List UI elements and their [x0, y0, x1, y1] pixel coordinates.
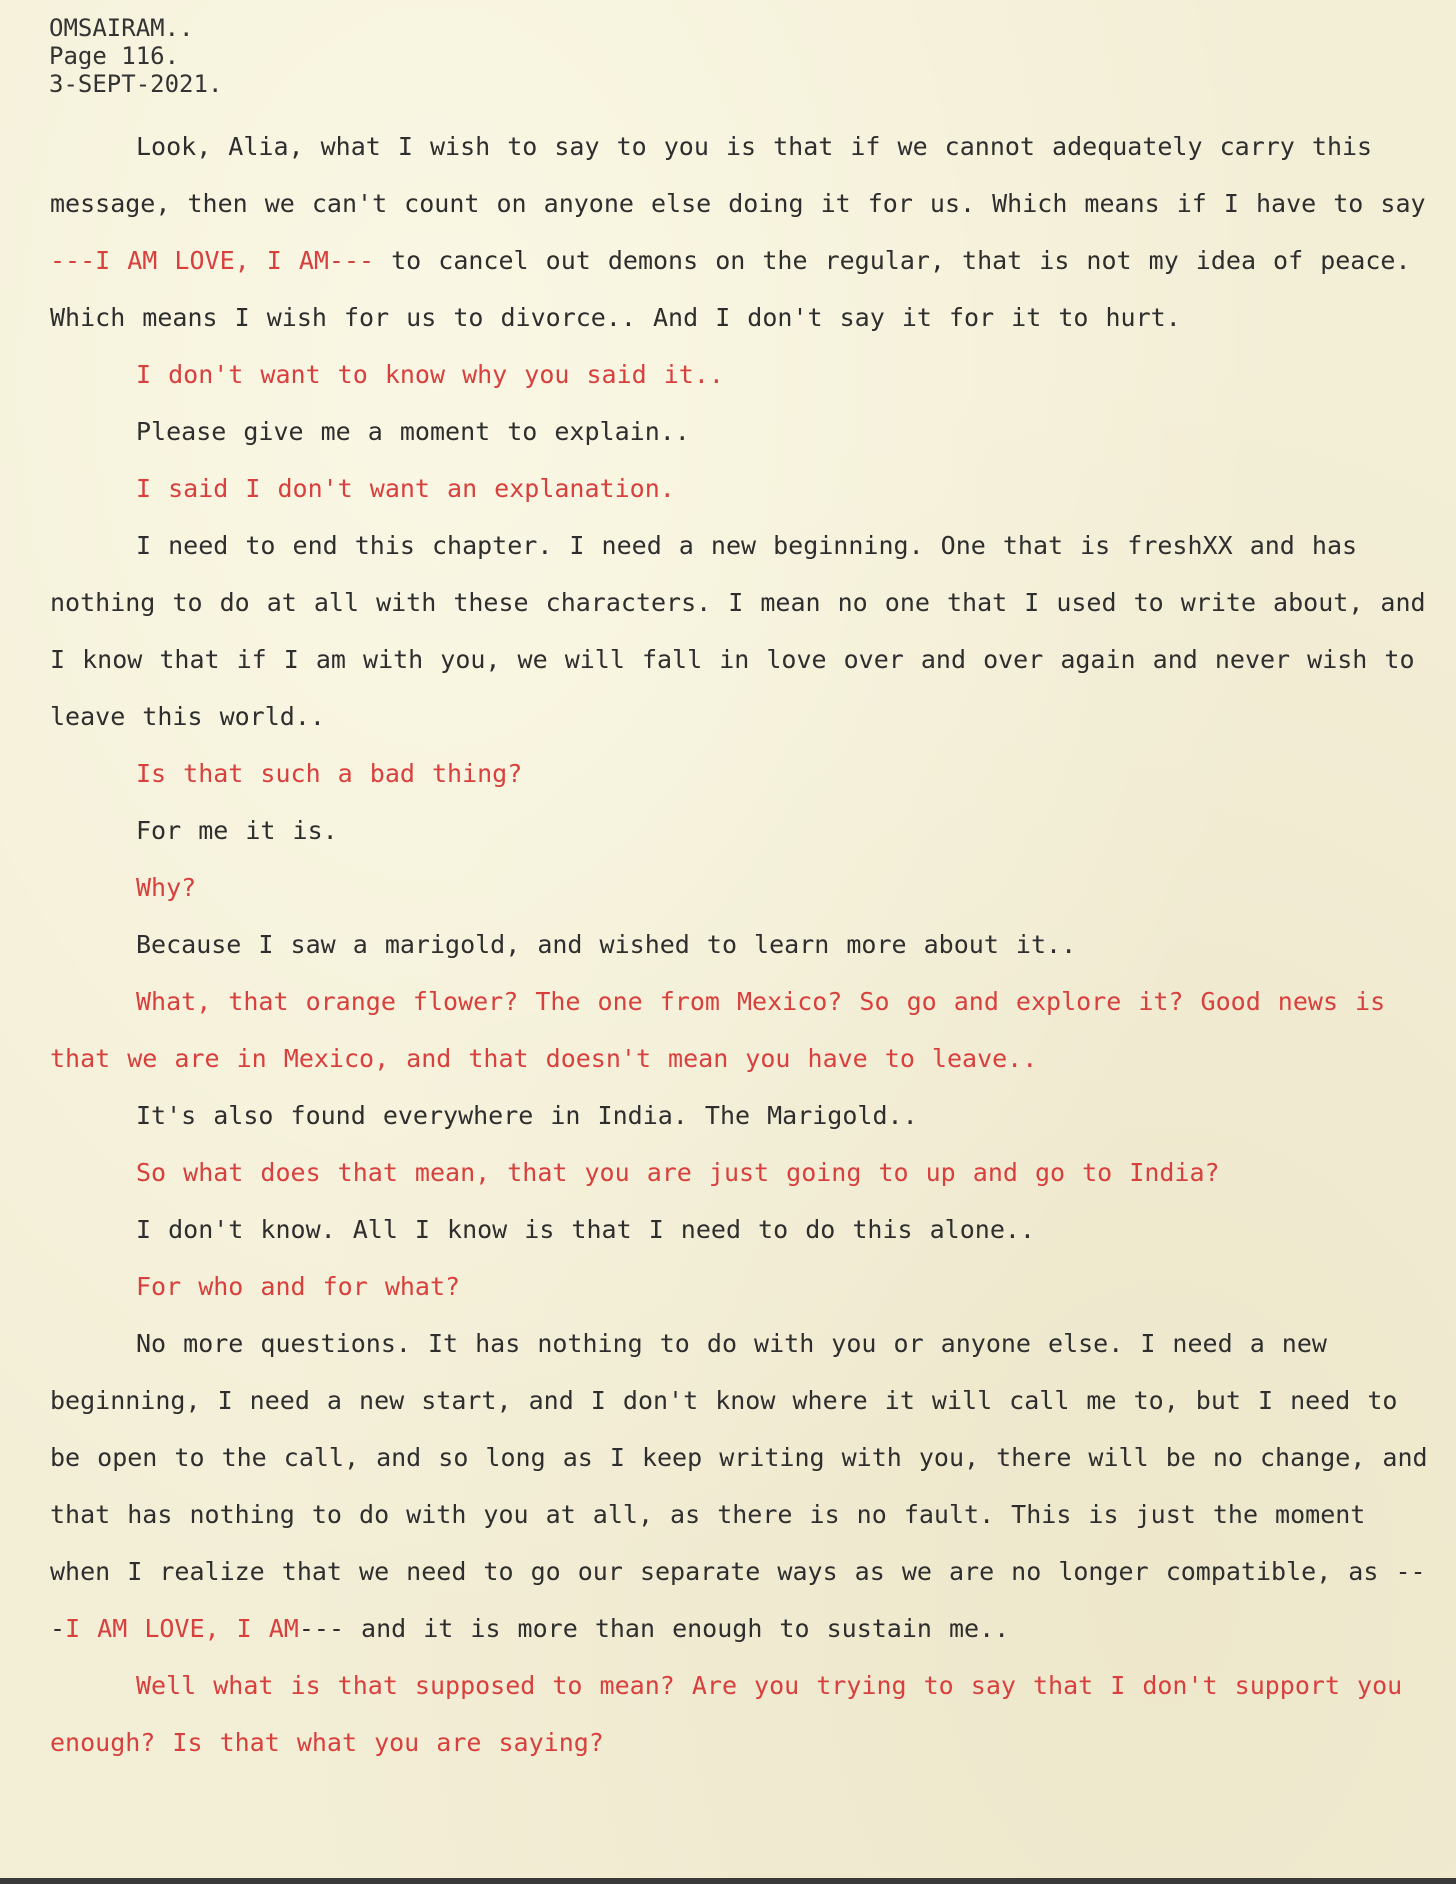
black-typed-text: Please give me a moment to explain.. [136, 417, 690, 446]
red-typed-text: For who and for what? [136, 1272, 461, 1301]
red-typed-text: What, that orange flower? The one from Mexico? So go and explore it? Good news is that we are in Mexico, and that doesn't mean you have to leave.. [50, 987, 1386, 1073]
black-typed-text: --- and it is more than enough to sustain me.. [298, 1614, 1010, 1643]
red-typed-text: So what does that mean, that you are just going to up and go to India? [136, 1158, 1220, 1187]
dialogue-paragraph-alia [50, 1144, 1440, 1201]
red-typed-text: I said I don't want an explanation. [136, 474, 675, 503]
header-page-number: Page 116. [49, 42, 180, 70]
dialogue-paragraph-narrator [50, 1087, 1440, 1144]
black-typed-text: Look, Alia, what I wish to say to you is that if we cannot adequately carry this message, then we can't count on anyone else doing it for us. Which means if I have to say [50, 132, 1426, 218]
dialogue-paragraph-alia [50, 745, 1440, 802]
page-body [50, 118, 1440, 1771]
page-bottom-edge [0, 1878, 1456, 1884]
dialogue-paragraph-narrator [50, 916, 1440, 973]
dialogue-paragraph-alia [50, 1258, 1440, 1315]
dialogue-paragraph-narrator [50, 118, 1440, 346]
black-typed-text: It's also found everywhere in India. The Marigold.. [136, 1101, 918, 1130]
red-typed-text: ---I AM LOVE, I AM--- [50, 246, 375, 275]
page-header [49, 14, 222, 98]
red-typed-text: I don't want to know why you said it.. [136, 360, 724, 389]
black-typed-text: No more questions. It has nothing to do with you or anyone else. I need a new beginning, I need a new start, and I don't know where it will call me to, but I need to be open to the call, and so long as I keep writing with you, there will be no change, and that has nothing to do with you at all, as there is no fault. This is just the moment when I realize that we need to go our separate ways as we are no longer compatible, as --- [50, 1329, 1428, 1643]
black-typed-text: I need to end this chapter. I need a new beginning. One that is freshXX and has nothing to do at all with these characters. I mean no one that I used to write about, and I know that if I am with you, we will fall in love over and over again and never wish to leave this world.. [50, 531, 1426, 731]
red-typed-text: I AM LOVE, I AM [65, 1614, 299, 1643]
red-typed-text: Why? [136, 873, 197, 902]
black-typed-text: to cancel out demons on the regular, that is not my idea of peace. Which means I wish for us to divorce.. And I don't say it for it to hurt. [50, 246, 1411, 332]
dialogue-paragraph-narrator [50, 1315, 1440, 1657]
red-typed-text: Well what is that supposed to mean? Are you trying to say that I don't support you enough? Is that what you are saying? [50, 1671, 1403, 1757]
dialogue-paragraph-alia [50, 859, 1440, 916]
black-typed-text: I don't know. All I know is that I need to do this alone.. [136, 1215, 1035, 1244]
dialogue-paragraph-narrator [50, 403, 1440, 460]
header-date: 3-SEPT-2021. [49, 70, 223, 98]
dialogue-paragraph-narrator [50, 802, 1440, 859]
dialogue-paragraph-alia [50, 973, 1440, 1087]
dialogue-paragraph-alia [50, 1657, 1440, 1771]
dialogue-paragraph-alia [50, 346, 1440, 403]
dialogue-paragraph-narrator [50, 517, 1440, 745]
dialogue-paragraph-narrator [50, 1201, 1440, 1258]
dialogue-paragraph-alia [50, 460, 1440, 517]
header-om-sairam: OMSAIRAM.. [49, 14, 194, 42]
black-typed-text: For me it is. [136, 816, 338, 845]
red-typed-text: Is that such a bad thing? [136, 759, 523, 788]
black-typed-text: Because I saw a marigold, and wished to learn more about it.. [136, 930, 1077, 959]
